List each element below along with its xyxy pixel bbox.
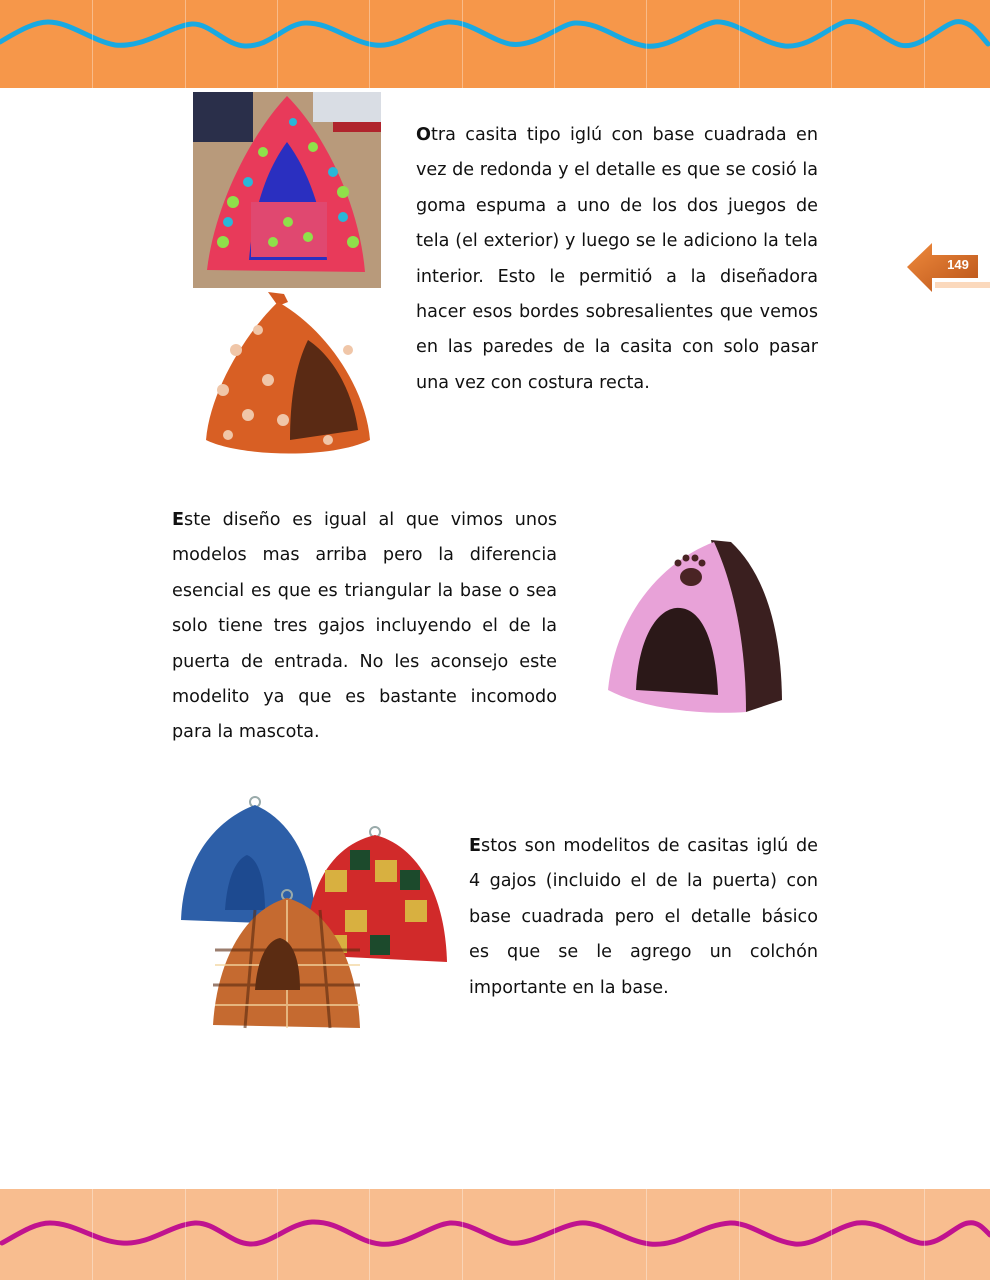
red-heart-print-igloo-pet-house-photo xyxy=(193,92,381,288)
pink-brown-triangular-pet-house-photo xyxy=(596,530,791,720)
paragraph-text: tra casita tipo iglú con base cuadrada en vez de redonda y el detalle es que se cosió la goma espuma a uno de los dos juegos de tela (el exterior) y luego se le adiciono la tela interior. Esto le permitió a la diseñadora hacer esos bordes sobresalientes que vemos en las paredes de la casita con solo pasar una vez con costura recta. xyxy=(416,125,818,393)
header-band xyxy=(0,0,990,88)
page-number-marker xyxy=(905,242,990,294)
three-igloo-pet-houses-photo xyxy=(175,790,453,1035)
paragraph-triangular-base xyxy=(172,503,557,751)
page-number: 149 xyxy=(947,257,969,272)
drop-letter: E xyxy=(172,510,185,530)
wave-decoration-icon xyxy=(0,1189,990,1280)
paragraph-square-igloo xyxy=(416,118,818,401)
wave-decoration-icon xyxy=(0,0,990,88)
drop-letter: E xyxy=(469,836,482,856)
paragraph-four-panel-igloo xyxy=(469,829,818,1006)
orange-paw-print-igloo-pet-house-photo xyxy=(198,290,376,462)
drop-letter: O xyxy=(416,125,431,145)
footer-band xyxy=(0,1189,990,1280)
paragraph-text: stos son modelitos de casitas iglú de 4 gajos (incluido el de la puerta) con base cuadrada pero el detalle básico es que se le agrego un colchón importante en la base. xyxy=(469,836,818,998)
paragraph-text: ste diseño es igual al que vimos unos modelos mas arriba pero la diferencia esencial es que es triangular la base o sea solo tiene tres gajos incluyendo el de la puerta de entrada. No les aconsejo este modelito ya que es bastante incomodo para la mascota. xyxy=(172,510,557,743)
